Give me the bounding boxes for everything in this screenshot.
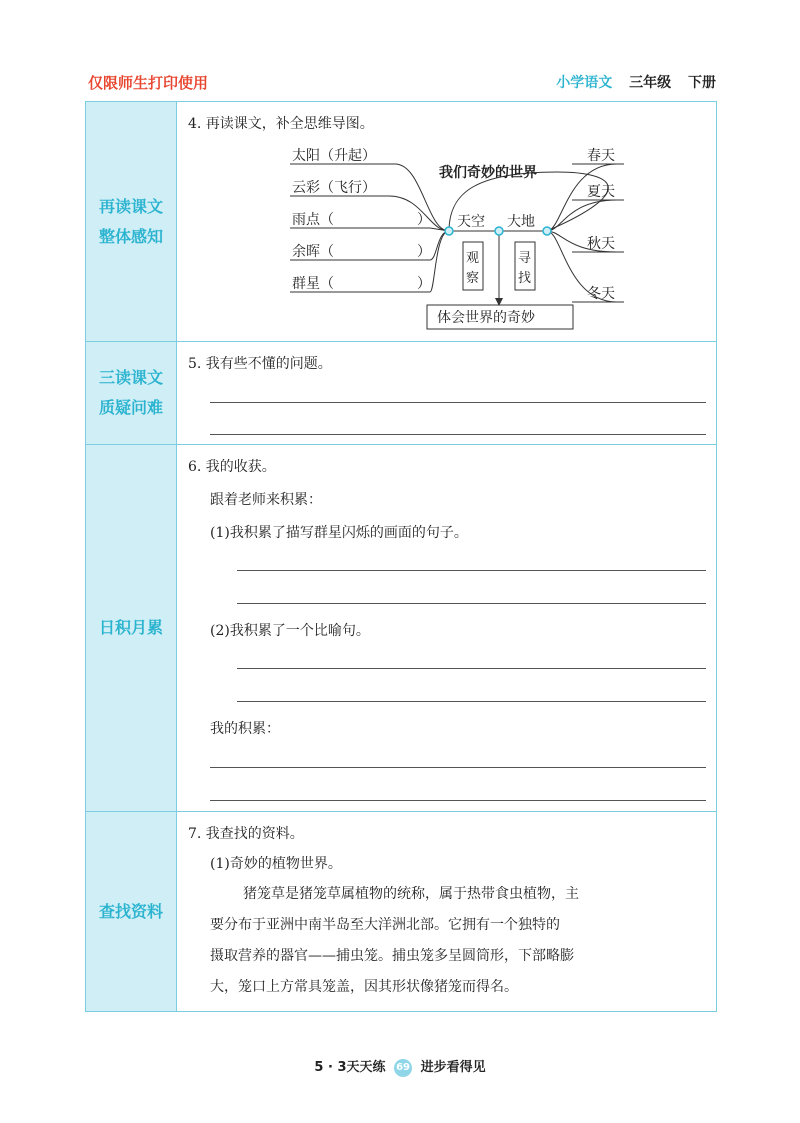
side-text: 再读课文 — [98, 196, 163, 216]
mindmap-left-close: ） — [417, 244, 431, 260]
mindmap-right-item: 冬天 — [587, 286, 615, 302]
prompt-1: (1)奇妙的植物世界。 — [210, 856, 342, 872]
footer-slogan: 进步看得见 — [420, 1060, 486, 1075]
answer-line[interactable] — [237, 603, 706, 604]
side-label-question — [86, 342, 177, 445]
answer-line[interactable] — [210, 800, 706, 801]
mindmap-seek: 寻 — [518, 251, 532, 266]
paragraph-line: 猪笼草是猪笼草属植物的统称，属于热带食虫植物，主 — [243, 886, 579, 902]
section-research — [177, 812, 717, 1012]
side-text: 日积月累 — [98, 618, 163, 637]
question-6: 6. 我的收获。 — [188, 459, 276, 475]
section-accumulate — [177, 445, 717, 812]
print-notice: 仅限师生打印使用 — [88, 74, 209, 92]
answer-line[interactable] — [237, 570, 706, 571]
question-5: 5. 我有些不懂的问题。 — [188, 356, 332, 372]
prompt-2: (2)我积累了一个比喻句。 — [210, 623, 370, 639]
mindmap-right-item: 秋天 — [587, 236, 615, 252]
mindmap-seek: 找 — [518, 271, 532, 286]
side-text: 三读课文 — [98, 368, 163, 387]
mindmap-left-item: 群星（ — [292, 276, 334, 292]
section-questions — [177, 342, 717, 445]
mindmap-bottom: 体会世界的奇妙 — [437, 310, 535, 326]
side-text: 整体感知 — [98, 226, 163, 246]
prompt-3: 我的积累： — [210, 721, 280, 737]
mindmap-right-item: 夏天 — [587, 184, 615, 200]
book-info — [556, 72, 716, 92]
question-4: 4. 再读课文，补全思维导图。 — [188, 116, 374, 132]
mindmap-left-item: 雨点（ — [292, 212, 334, 228]
answer-line[interactable] — [210, 402, 706, 403]
mindmap-left-item: 余晖（ — [292, 244, 334, 260]
prompt-1: (1)我积累了描写群星闪烁的画面的句子。 — [210, 525, 468, 541]
paragraph-line: 摄取营养的器官——捕虫笼。捕虫笼多呈圆筒形，下部略膨 — [210, 948, 574, 964]
mind-map — [177, 102, 717, 340]
side-label-research — [86, 812, 177, 1012]
mindmap-sky: 天空 — [457, 214, 485, 230]
mindmap-observe: 观 — [466, 251, 480, 266]
mindmap-land: 大地 — [507, 214, 535, 230]
answer-line[interactable] — [210, 767, 706, 768]
paragraph-line: 要分布于亚洲中南半岛至大洋洲北部。它拥有一个独特的 — [210, 917, 560, 933]
subject-label: 小学语文 — [556, 75, 613, 91]
mindmap-right-item: 春天 — [587, 148, 615, 164]
mindmap-left-close: ） — [417, 212, 431, 228]
side-text: 查找资料 — [98, 901, 163, 921]
page-number: 69 — [394, 1059, 412, 1077]
answer-line[interactable] — [237, 668, 706, 669]
worksheet-table — [85, 101, 717, 1012]
volume-label: 下册 — [688, 75, 716, 91]
mindmap-title: 我们奇妙的世界 — [439, 165, 537, 181]
page-footer — [0, 1056, 800, 1077]
footer-brand: 5 · 3天天练 — [314, 1060, 386, 1075]
mindmap-left-item: 云彩（飞行） — [292, 180, 376, 196]
intro-text: 跟着老师来积累： — [210, 492, 322, 508]
side-label-reread — [86, 102, 177, 342]
side-label-accumulate — [86, 445, 177, 812]
mindmap-observe: 察 — [466, 271, 480, 286]
answer-line[interactable] — [210, 434, 706, 435]
mindmap-left-item: 太阳（升起） — [292, 148, 376, 164]
question-7: 7. 我查找的资料。 — [188, 826, 304, 842]
paragraph-line: 大，笼口上方常具笼盖，因其形状像猪笼而得名。 — [210, 979, 518, 995]
mindmap-left-close: ） — [417, 276, 431, 292]
section-mindmap — [177, 102, 717, 342]
side-text: 质疑问难 — [98, 398, 163, 417]
answer-line[interactable] — [237, 701, 706, 702]
grade-label: 三年级 — [629, 75, 672, 91]
